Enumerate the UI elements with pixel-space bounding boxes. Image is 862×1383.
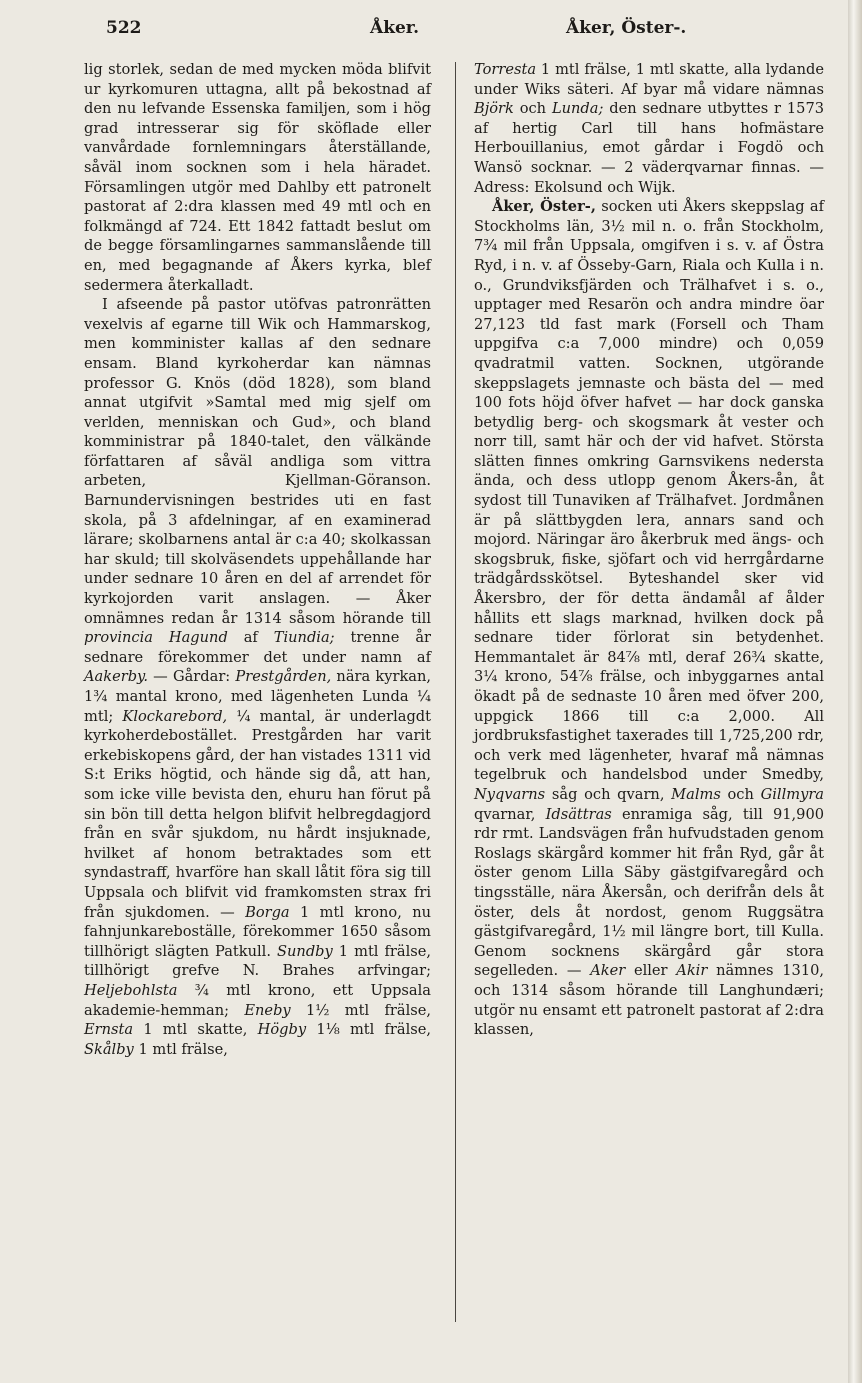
right-paragraph-2: Åker, Öster-, socken uti Åkers skeppslag af Stockholms län, 3½ mil n. o. från Stockholm, 7¾ mil från Uppsala, omgifven i s. v. af Östra Ryd, i n. v. af Össeby-Garn, Riala och Kulla i n. o., Grundviksfjärden och Trälhafvet i s. o., upptager med Resarön och andra mindre öar 27,123 tld fast mark (Forsell och Tham uppgifva c:a 7,000 mindre) och 0,059 qvadratmil vatten. Socknen, utgörande skeppslagets jemnaste och bästa del — med 100 fots höjd öfver hafvet — har dock ganska betydlig berg- och skogsmark åt vester och norr till, samt här och der vid hafvet. Största slätten finnes omkring Garnsvikens nedersta ända, och dess utlopp genom Åkers-ån, åt sydost till Tunaviken af Trälhafvet. Jordmånen är på slättbygden lera, annars sand och mojord. Näringar äro åkerbruk med ängs- och skogsbruk, fiske, sjöfart och vid herrgårdarne trädgårdsskötsel. Byteshandel sker vid Åkersbro, der för detta ändamål af ålder hållits ett slags marknad, hvilken dock på sednare tider förlorat sin betydenhet. Hemmantalet är 84⅞ mtl, deraf 26¾ skatte, 3¼ krono, 54⅞ frälse, och inbyggarnes antal ökadt på de sednaste 10 åren med öfver 200, uppgick 1866 till c:a 2,000. All jordbruksfastighet taxerades till 1,725,200 rdr, och verk med lägenheter, hvaraf må nämnas tegelbruk och handelsbod under Smedby, Nyqvarns såg och qvarn, Malms och Gillmyra qvarnar, Idsättras enramiga såg, till 91,900 rdr rmt. Landsvägen från hufvudstaden genom Roslags skärgård kommer hit från Ryd, går åt öster genom Lilla Säby gästgifvaregård och tingsställe, nära Åkersån, och derifrån dels åt öster, dels åt nordost, genom Ruggsätra gästgifvaregård, 1½ mil längre bort, till Kulla. Genom socknens skärgård går stora segelleden. — Aker eller Akir nämnes 1310, och 1314 såsom hörande till Langhundæri; utgör nu ensamt ett patronelt pastorat af 2:dra klassen, <box>474 198 825 1039</box>
right-paragraph-1: Torresta 1 mtl frälse, 1 mtl skatte, alla lydande under Wiks säteri. Af byar må vidare nämnas Björk och Lunda; den sednare utbyttes r 1573 af hertig Carl till hans hofmästare Herbouillanius, emot gårdar i Fogdö och Wansö socknar. — 2 väderqvarnar finnas. — Adress: Ekolsund och Wijk. <box>474 61 825 196</box>
left-column <box>84 60 431 1059</box>
right-running-head: Åker, Öster-. <box>566 18 687 38</box>
page-number: 522 <box>106 18 142 38</box>
right-column <box>474 60 824 1040</box>
left-running-head: Åker. <box>370 18 420 38</box>
page-edge <box>848 0 862 1383</box>
left-paragraph-1: lig storlek, sedan de med mycken möda blifvit ur kyrkomuren uttagna, allt på bekostnad af den nu lefvande Essenska familjen, som i hög grad intresserar sig för sköflade eller vanvårdade fornlemningars återställande, såväl inom socknen som i hela häradet. Församlingen utgör med Dahlby ett patronelt pastorat af 2:dra klassen med 49 mtl och en folkmängd af 724. Ett 1842 fattadt beslut om de begge församlingarnes sammanslående till en, med begagnande af Åkers kyrka, blef sedermera återkalladt. <box>84 61 431 294</box>
left-paragraph-2: I afseende på pastor utöfvas patronrätten vexelvis af egarne till Wik och Hammarskog, men komminister kallas af den sednare ensam. Bland kyrkoherdar kan nämnas professor G. Knös (död 1828), som bland annat utgifvit »Samtal med mig sjelf om verlden, menniskan och Gud», och bland komministrar på 1840-talet, den välkände författaren af såväl andliga som vittra arbeten, Kjellman-Göranson. Barnundervisningen bestrides uti en fast skola, på 3 afdelningar, af en examinerad lärare; skolbarnens antal är c:a 40; skolkassan har skuld; till skolväsendets uppehållande har under sednare 10 åren en del af arrendet för kyrkojorden varit anslagen. — Åker omnämnes redan år 1314 såsom hörande till provincia Hagund af Tiundia; trenne år sednare förekommer det under namn af Aakerby. — Gårdar: Prestgården, nära kyrkan, 1¾ mantal krono, med lägenheten Lunda ¼ mtl; Klockarebord, ¼ mantal, är underlagdt kyrkoherdebostället. Prestgården har varit erkebiskopens gård, der han vistades 1311 vid S:t Eriks högtid, och hände sig då, att han, som icke ville bevista den, ehuru han förut på sin bön till detta helgon blifvit helbregdagjord från en svår sjukdom, nu hårdt insjuknade, hvilket af honom betraktades som ett syndastraff, hvarföre han skall låtit föra sig till Uppsala och blifvit vid framkomsten strax fri från sjukdomen. — Borga 1 mtl krono, nu fahnjunkareboställe, förekommer 1650 såsom tillhörigt slägten Patkull. Sundby 1 mtl frälse, tillhörigt grefve N. Brahes arfvingar; Heljebohlsta ¾ mtl krono, ett Uppsala akademie-hemman; Eneby 1½ mtl frälse, Ernsta 1 mtl skatte, Högby 1⅛ mtl frälse, Skålby 1 mtl frälse, <box>84 296 432 1058</box>
column-rule <box>455 62 456 1322</box>
entry-heading: Åker, Öster-, <box>492 198 596 216</box>
